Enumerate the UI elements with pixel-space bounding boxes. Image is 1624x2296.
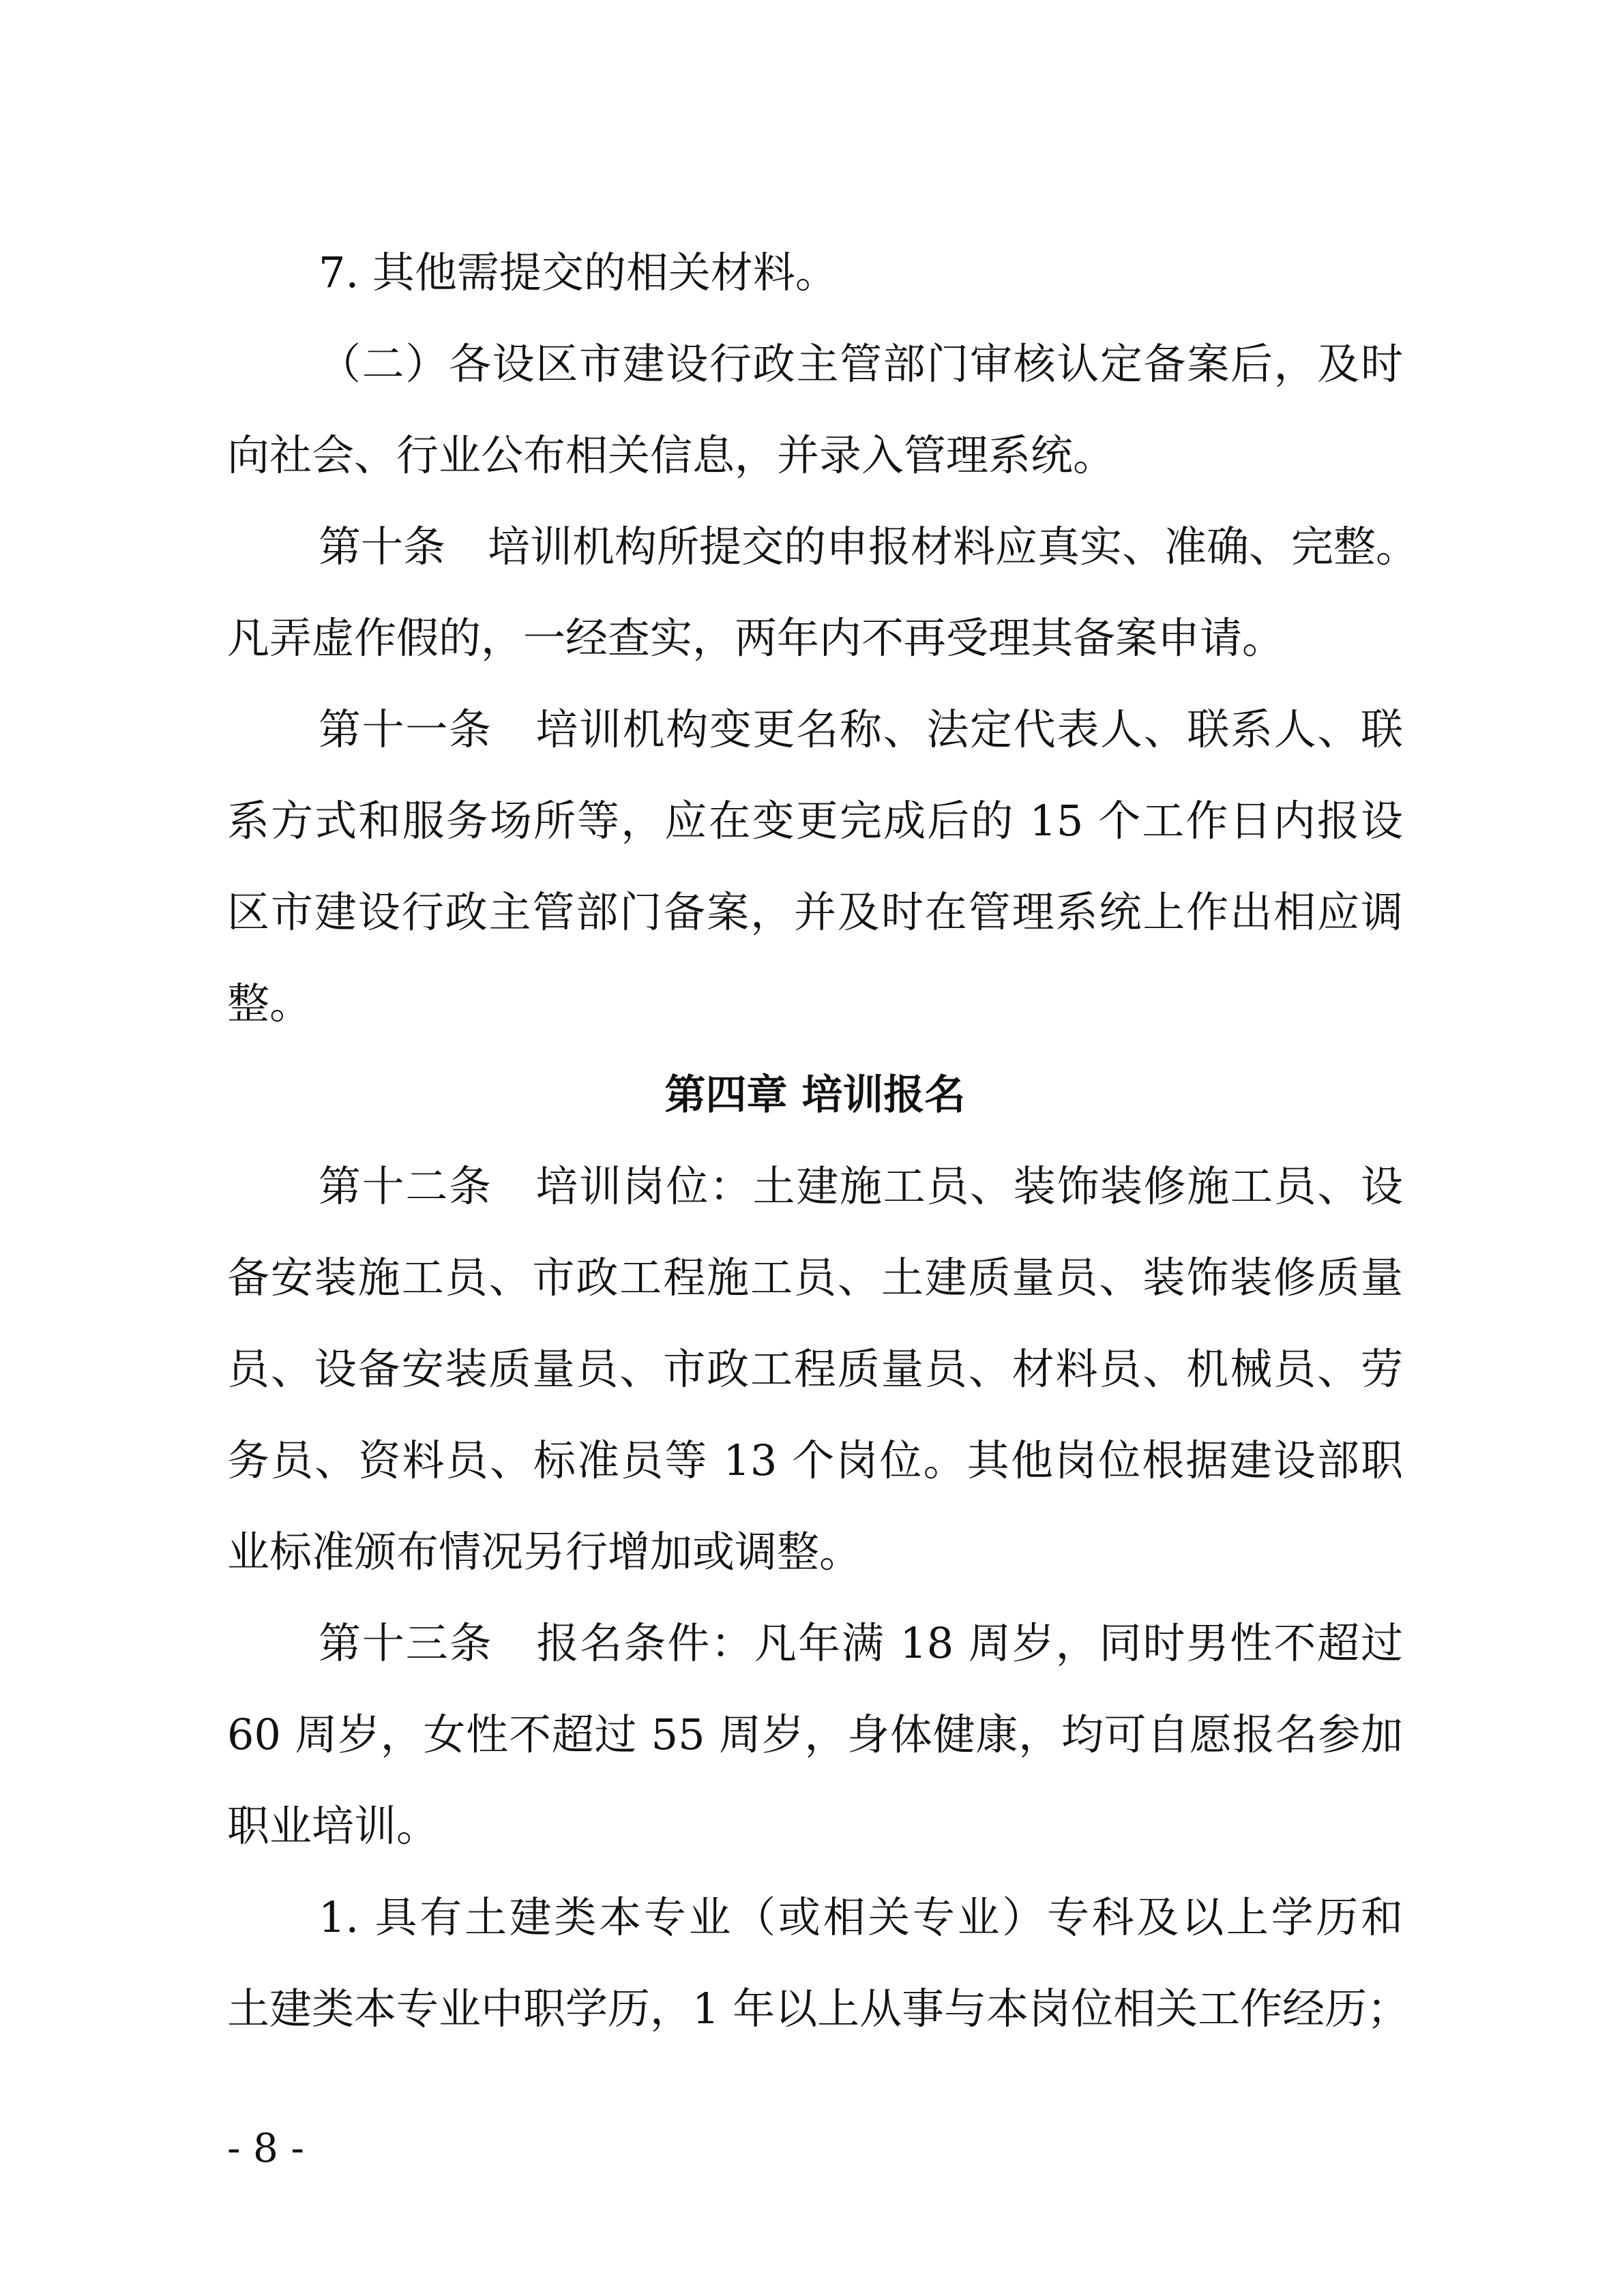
article-13-line: 职业培训。: [227, 1801, 439, 1851]
article-11-line: 第十一条 培训机构变更名称、法定代表人、联系人、联: [319, 704, 1403, 754]
list-item-7: 7. 其他需提交的相关材料。: [319, 248, 838, 297]
article-10-line: 凡弄虚作假的，一经查实，两年内不再受理其备案申请。: [227, 613, 1285, 663]
article-12-line: 第十二条 培训岗位：土建施工员、装饰装修施工员、设: [319, 1161, 1403, 1211]
article-13-line: 60 周岁，女性不超过 55 周岁，身体健康，均可自愿报名参加: [227, 1710, 1403, 1759]
paragraph-line: （二）各设区市建设行政主管部门审核认定备案后，及时: [319, 339, 1403, 389]
page-number: - 8 -: [227, 2125, 304, 2171]
list-item-1: 土建类本专业中职学历，1 年以上从事与本岗位相关工作经历；: [227, 1984, 1410, 2033]
article-11-line: 系方式和服务场所等，应在变更完成后的 15 个工作日内报设: [227, 796, 1403, 846]
article-10-line: 第十条 培训机构所提交的申报材料应真实、准确、完整。: [319, 522, 1419, 571]
article-12-line: 务员、资料员、标准员等 13 个岗位。其他岗位根据建设部职: [227, 1435, 1403, 1485]
article-11-line: 区市建设行政主管部门备案，并及时在管理系统上作出相应调: [227, 887, 1403, 937]
article-11-line: 整。: [227, 979, 312, 1028]
article-13-line: 第十三条 报名条件：凡年满 18 周岁，同时男性不超过: [319, 1618, 1403, 1668]
chapter-heading: 第四章 培训报名: [664, 1071, 966, 1119]
paragraph-line: 向社会、行业公布相关信息，并录入管理系统。: [227, 430, 1116, 480]
article-12-line: 备安装施工员、市政工程施工员、土建质量员、装饰装修质量: [227, 1253, 1403, 1302]
article-12-line: 员、设备安装质量员、市政工程质量员、材料员、机械员、劳: [227, 1344, 1403, 1394]
list-item-1: 1. 具有土建类本专业（或相关专业）专科及以上学历和: [319, 1892, 1403, 1942]
article-12-line: 业标准颁布情况另行增加或调整。: [227, 1527, 862, 1577]
